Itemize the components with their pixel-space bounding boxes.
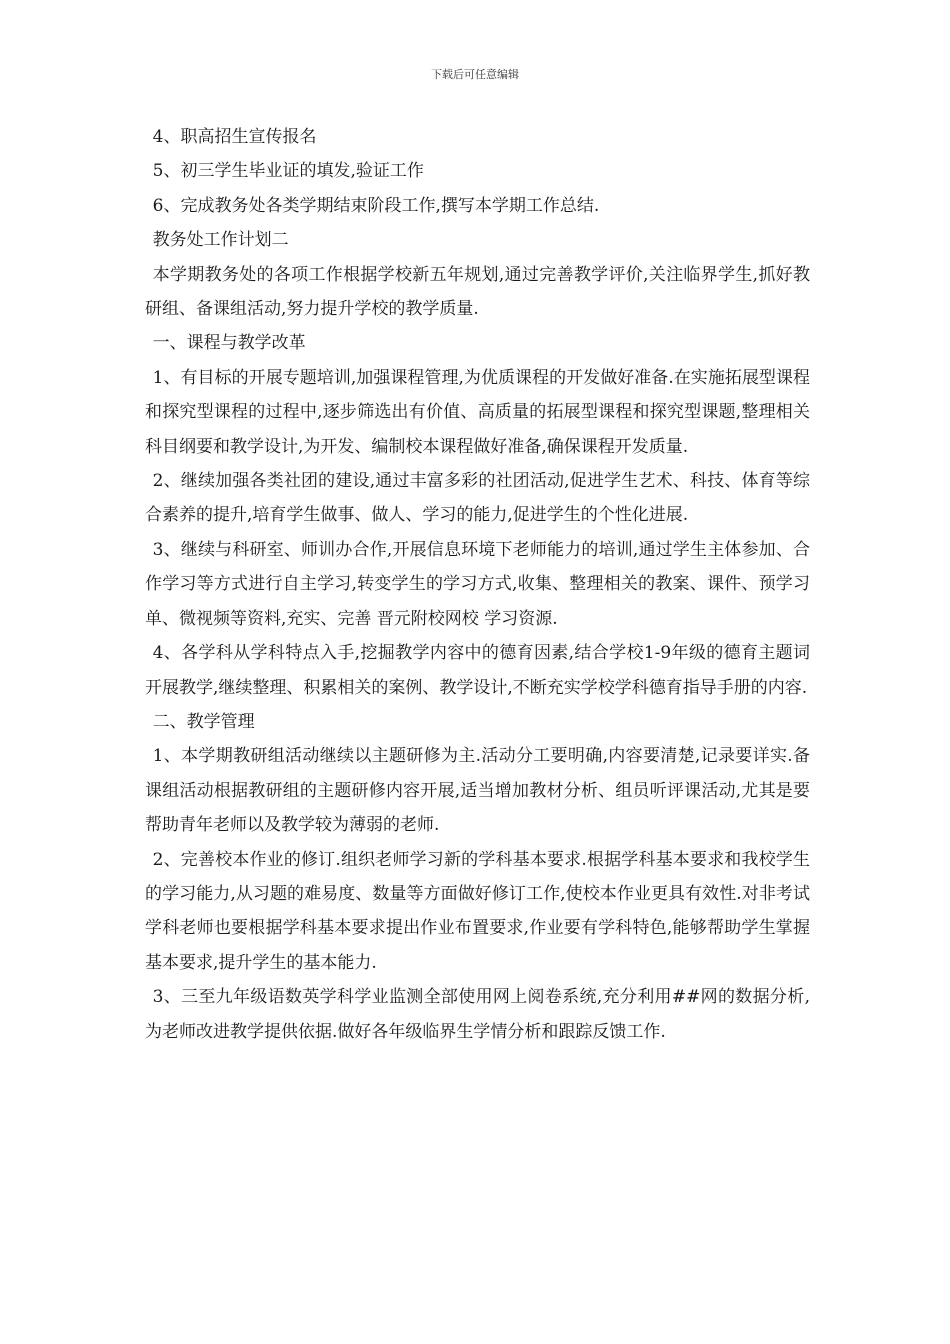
heading-curriculum-reform: 一、课程与教学改革 <box>152 333 306 354</box>
intro-paragraph: 本学期教务处的各项工作根据学校新五年规划,通过完善教学评价,关注临界学生,抓好教研组、备课组活动,努力提升学校的教学质量. <box>145 264 810 320</box>
curriculum-item-2: 2、继续加强各类社团的建设,通过丰富多彩的社团活动,促进学生艺术、科技、体育等综合素养的提升,培育学生做事、做人、学习的能力,促进学生的个性化进展. <box>145 471 810 526</box>
management-item-1: 1、本学期教研组活动继续以主题研修为主.活动分工要明确,内容要清楚,记录要详实.备课组活动根据教研组的主题研修内容开展,适当增加教材分析、组员听评课活动,尤其是要帮助青年老师以及教学较为薄弱的老师. <box>145 746 810 836</box>
section-title: 教务处工作计划二 <box>152 230 289 251</box>
curriculum-item-3: 3、继续与科研室、师训办合作,开展信息环境下老师能力的培训,通过学生主体参加、合作学习等方式进行自主学习,转变学生的学习方式,收集、整理相关的教案、课件、预学习单、微视频等资料,充实、完善 晋元附校网校 学习资源. <box>145 539 810 629</box>
curriculum-item-1: 1、有目标的开展专题培训,加强课程管理,为优质课程的开发做好准备.在实施拓展型课程和探究型课程的过程中,逐步筛选出有价值、高质量的拓展型课程和探究型课题,整理相关科目纲要和教学设计,为开发、编制校本课程做好准备,确保课程开发质量. <box>145 367 810 457</box>
document-body <box>145 120 810 1049</box>
management-item-2: 2、完善校本作业的修订.组织老师学习新的学科基本要求.根据学科基本要求和我校学生的学习能力,从习题的难易度、数量等方面做好修订工作,使校本作业更具有效性.对非考试学科老师也要根据学科基本要求提出作业布置要求,作业要有学科特色,能够帮助学生掌握基本要求,提升学生的基本能力. <box>145 849 810 973</box>
paragraph-item-5: 5、初三学生毕业证的填发,验证工作 <box>152 161 424 182</box>
curriculum-item-4: 4、各学科从学科特点入手,挖掘教学内容中的德育因素,结合学校1-9年级的德育主题词开展教学,继续整理、积累相关的案例、教学设计,不断充实学校学科德育指导手册的内容. <box>145 643 810 698</box>
heading-teaching-management: 二、教学管理 <box>152 711 255 732</box>
management-item-3: 3、三至九年级语数英学科学业监测全部使用网上阅卷系统,充分利用##网的数据分析,为老师改进教学提供依据.做好各年级临界生学情分析和跟踪反馈工作. <box>145 987 810 1042</box>
paragraph-item-4: 4、职高招生宣传报名 <box>152 127 317 147</box>
page-header: 下载后可任意编辑 <box>431 68 519 81</box>
paragraph-item-6: 6、完成教务处各类学期结束阶段工作,撰写本学期工作总结. <box>152 195 600 216</box>
